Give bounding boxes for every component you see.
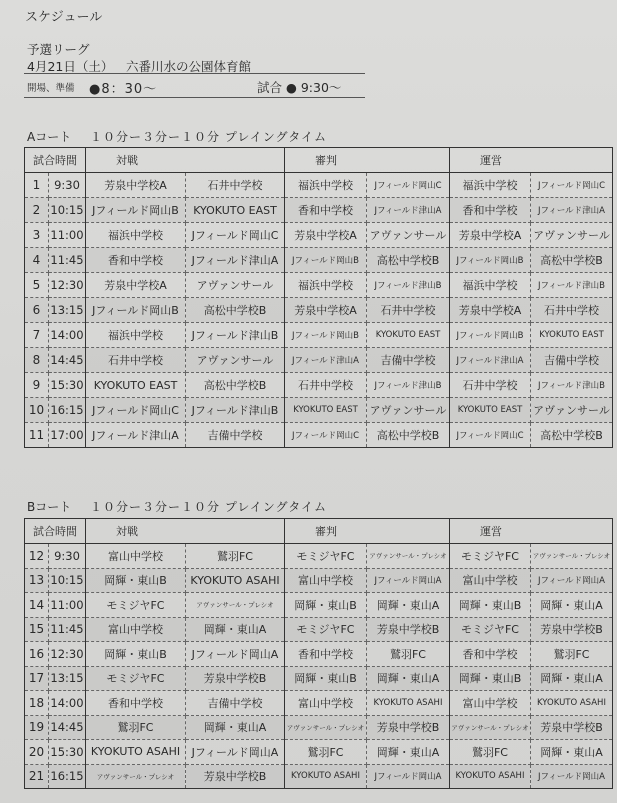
referee-2: 芳泉中学校B xyxy=(367,715,450,740)
operation-1: 香和中学校 xyxy=(450,198,531,223)
operation-2: アヴァンサール xyxy=(531,398,613,423)
team-2: 高松中学校B xyxy=(186,373,285,398)
match-number: 16 xyxy=(25,642,49,667)
referee-1: 鷲羽FC xyxy=(285,740,367,765)
match-number: 18 xyxy=(25,691,49,716)
team-1: 富山中学校 xyxy=(86,617,186,642)
operation-1: 石井中学校 xyxy=(450,373,531,398)
referee-1: 香和中学校 xyxy=(285,198,367,223)
match-time: 16:15 xyxy=(49,398,86,423)
table-row xyxy=(25,423,613,448)
divider xyxy=(24,97,365,98)
table-row xyxy=(25,298,613,323)
match-number: 11 xyxy=(25,423,49,448)
referee-2: 吉備中学校 xyxy=(367,348,450,373)
match-number: 8 xyxy=(25,348,49,373)
match-time: 11:45 xyxy=(49,617,86,642)
court-a-schedule-table xyxy=(24,147,613,448)
league-label: 予選リーグ xyxy=(27,42,90,57)
match-number: 9 xyxy=(25,373,49,398)
table-row xyxy=(25,373,613,398)
table-row xyxy=(25,398,613,423)
match-time: 12:30 xyxy=(49,273,86,298)
team-1: 石井中学校 xyxy=(86,348,186,373)
referee-2: Jフィールド津山B xyxy=(367,373,450,398)
referee-2: Jフィールド岡山A xyxy=(367,568,450,593)
table-row xyxy=(25,666,613,691)
referee-1: アヴァンサール・プレシオ xyxy=(285,715,367,740)
team-2: 芳泉中学校B xyxy=(186,764,285,789)
referee-2: 岡輝・東山A xyxy=(367,740,450,765)
column-header-referee: 審判 xyxy=(285,148,450,173)
table-row xyxy=(25,642,613,667)
column-header-time: 試合時間 xyxy=(25,519,86,544)
match-time: 11:45 xyxy=(49,248,86,273)
table-row xyxy=(25,593,613,618)
court-b-label: Bコート xyxy=(27,500,72,514)
team-2: 岡輝・東山A xyxy=(186,715,285,740)
team-2: アヴァンサール・プレシオ xyxy=(186,593,285,618)
team-2: Jフィールド岡山A xyxy=(186,740,285,765)
match-number: 3 xyxy=(25,223,49,248)
court-b-schedule-table xyxy=(24,518,613,789)
team-1: モミジヤFC xyxy=(86,593,186,618)
match-number: 7 xyxy=(25,323,49,348)
operation-1: 岡輝・東山B xyxy=(450,593,531,618)
page-title: スケジュール xyxy=(25,10,103,25)
referee-1: 岡輝・東山B xyxy=(285,666,367,691)
referee-1: Jフィールド岡山B xyxy=(285,323,367,348)
column-header-match: 対戦 xyxy=(86,519,285,544)
referee-2: 鷲羽FC xyxy=(367,642,450,667)
operation-2: Jフィールド岡山C xyxy=(531,173,613,198)
team-2: KYOKUTO EAST xyxy=(186,198,285,223)
referee-1: Jフィールド岡山C xyxy=(285,423,367,448)
team-1: 福浜中学校 xyxy=(86,223,186,248)
table-row xyxy=(25,764,613,789)
operation-1: 岡輝・東山B xyxy=(450,666,531,691)
operation-1: Jフィールド岡山B xyxy=(450,323,531,348)
team-1: Jフィールド岡山B xyxy=(86,298,186,323)
match-time: 10:15 xyxy=(49,198,86,223)
referee-2: 芳泉中学校B xyxy=(367,617,450,642)
referee-1: 富山中学校 xyxy=(285,568,367,593)
operation-1: Jフィールド岡山C xyxy=(450,423,531,448)
referee-1: 石井中学校 xyxy=(285,373,367,398)
operation-1: 芳泉中学校A xyxy=(450,298,531,323)
operation-1: 芳泉中学校A xyxy=(450,223,531,248)
table-row xyxy=(25,248,613,273)
team-1: 香和中学校 xyxy=(86,691,186,716)
referee-2: 石井中学校 xyxy=(367,298,450,323)
referee-1: Jフィールド津山A xyxy=(285,348,367,373)
operation-2: 芳泉中学校B xyxy=(531,617,613,642)
team-2: KYOKUTO ASAHI xyxy=(186,568,285,593)
team-1: Jフィールド岡山B xyxy=(86,198,186,223)
operation-2: 鷲羽FC xyxy=(531,642,613,667)
table-row xyxy=(25,715,613,740)
operation-1: 富山中学校 xyxy=(450,568,531,593)
operation-2: 高松中学校B xyxy=(531,248,613,273)
match-time: 10:15 xyxy=(49,568,86,593)
team-1: モミジヤFC xyxy=(86,666,186,691)
court-b-rule: １０分ー３分ー１０分 プレイングタイム xyxy=(90,500,328,514)
team-2: Jフィールド津山B xyxy=(186,398,285,423)
column-header-match: 対戦 xyxy=(86,148,285,173)
divider xyxy=(24,73,365,74)
open-label: 開場、準備 xyxy=(27,83,75,94)
referee-1: 富山中学校 xyxy=(285,691,367,716)
team-2: 鷲羽FC xyxy=(186,544,285,569)
table-row xyxy=(25,348,613,373)
match-number: 14 xyxy=(25,593,49,618)
team-2: Jフィールド岡山A xyxy=(186,642,285,667)
referee-2: Jフィールド津山A xyxy=(367,198,450,223)
team-1: 芳泉中学校A xyxy=(86,273,186,298)
match-number: 13 xyxy=(25,568,49,593)
match-time: 11:00 xyxy=(49,593,86,618)
referee-1: KYOKUTO EAST xyxy=(285,398,367,423)
referee-2: 高松中学校B xyxy=(367,423,450,448)
match-number: 6 xyxy=(25,298,49,323)
team-1: 福浜中学校 xyxy=(86,323,186,348)
referee-2: 岡輝・東山A xyxy=(367,593,450,618)
referee-2: Jフィールド岡山C xyxy=(367,173,450,198)
operation-2: KYOKUTO EAST xyxy=(531,323,613,348)
match-time: 14:45 xyxy=(49,715,86,740)
event-venue: 六番川水の公園体育館 xyxy=(126,59,252,74)
operation-1: KYOKUTO ASAHI xyxy=(450,764,531,789)
table-row xyxy=(25,273,613,298)
referee-1: 岡輝・東山B xyxy=(285,593,367,618)
team-1: 香和中学校 xyxy=(86,248,186,273)
match-number: 20 xyxy=(25,740,49,765)
table-row xyxy=(25,617,613,642)
referee-2: KYOKUTO ASAHI xyxy=(367,691,450,716)
table-row xyxy=(25,691,613,716)
match-number: 5 xyxy=(25,273,49,298)
match-time: 15:30 xyxy=(49,740,86,765)
team-1: KYOKUTO ASAHI xyxy=(86,740,186,765)
referee-2: KYOKUTO EAST xyxy=(367,323,450,348)
court-a-label: Aコート xyxy=(27,130,72,144)
operation-2: KYOKUTO ASAHI xyxy=(531,691,613,716)
referee-1: 芳泉中学校A xyxy=(285,223,367,248)
match-time: 14:45 xyxy=(49,348,86,373)
match-number: 4 xyxy=(25,248,49,273)
match-number: 15 xyxy=(25,617,49,642)
referee-1: 福浜中学校 xyxy=(285,173,367,198)
match-time: 13:15 xyxy=(49,666,86,691)
operation-2: 岡輝・東山A xyxy=(531,666,613,691)
operation-1: 鷲羽FC xyxy=(450,740,531,765)
match-time: 9:30 xyxy=(49,544,86,569)
team-2: 吉備中学校 xyxy=(186,691,285,716)
column-header-time: 試合時間 xyxy=(25,148,86,173)
team-2: 吉備中学校 xyxy=(186,423,285,448)
operation-1: Jフィールド津山A xyxy=(450,348,531,373)
column-header-operation: 運営 xyxy=(450,519,613,544)
operation-1: Jフィールド岡山B xyxy=(450,248,531,273)
match-number: 19 xyxy=(25,715,49,740)
operation-2: アヴァンサール・プレシオ xyxy=(531,544,613,569)
match-number: 21 xyxy=(25,764,49,789)
operation-2: アヴァンサール xyxy=(531,223,613,248)
match-start-time: 試合 ● 9:30～ xyxy=(257,80,342,95)
team-1: 岡輝・東山B xyxy=(86,642,186,667)
column-header-operation: 運営 xyxy=(450,148,613,173)
referee-2: Jフィールド津山B xyxy=(367,273,450,298)
match-time: 16:15 xyxy=(49,764,86,789)
operation-2: 高松中学校B xyxy=(531,423,613,448)
table-row xyxy=(25,323,613,348)
team-1: KYOKUTO EAST xyxy=(86,373,186,398)
match-time: 14:00 xyxy=(49,691,86,716)
operation-1: モミジヤFC xyxy=(450,544,531,569)
table-row xyxy=(25,173,613,198)
referee-1: 香和中学校 xyxy=(285,642,367,667)
team-1: アヴァンサール・プレシオ xyxy=(86,764,186,789)
match-time: 9:30 xyxy=(49,173,86,198)
operation-1: 富山中学校 xyxy=(450,691,531,716)
referee-1: KYOKUTO ASAHI xyxy=(285,764,367,789)
referee-2: アヴァンサール xyxy=(367,223,450,248)
match-number: 1 xyxy=(25,173,49,198)
match-number: 2 xyxy=(25,198,49,223)
team-1: 鷲羽FC xyxy=(86,715,186,740)
team-2: 高松中学校B xyxy=(186,298,285,323)
referee-2: 高松中学校B xyxy=(367,248,450,273)
referee-2: Jフィールド岡山A xyxy=(367,764,450,789)
team-1: 芳泉中学校A xyxy=(86,173,186,198)
team-2: Jフィールド津山A xyxy=(186,248,285,273)
operation-2: 芳泉中学校B xyxy=(531,715,613,740)
team-2: アヴァンサール xyxy=(186,348,285,373)
match-time: 12:30 xyxy=(49,642,86,667)
operation-2: 吉備中学校 xyxy=(531,348,613,373)
operation-1: 福浜中学校 xyxy=(450,173,531,198)
match-time: 11:00 xyxy=(49,223,86,248)
referee-2: 岡輝・東山A xyxy=(367,666,450,691)
open-time: ●8：30～ xyxy=(89,82,158,97)
table-row xyxy=(25,568,613,593)
table-row xyxy=(25,544,613,569)
referee-1: Jフィールド岡山B xyxy=(285,248,367,273)
referee-1: モミジヤFC xyxy=(285,544,367,569)
team-1: 富山中学校 xyxy=(86,544,186,569)
operation-2: Jフィールド津山A xyxy=(531,198,613,223)
operation-1: モミジヤFC xyxy=(450,617,531,642)
operation-2: 岡輝・東山A xyxy=(531,593,613,618)
team-2: 芳泉中学校B xyxy=(186,666,285,691)
operation-1: KYOKUTO EAST xyxy=(450,398,531,423)
operation-1: 福浜中学校 xyxy=(450,273,531,298)
team-2: 石井中学校 xyxy=(186,173,285,198)
referee-1: 福浜中学校 xyxy=(285,273,367,298)
match-number: 17 xyxy=(25,666,49,691)
operation-2: Jフィールド岡山A xyxy=(531,568,613,593)
team-2: 岡輝・東山A xyxy=(186,617,285,642)
team-1: Jフィールド津山A xyxy=(86,423,186,448)
table-row xyxy=(25,198,613,223)
team-1: Jフィールド岡山C xyxy=(86,398,186,423)
referee-2: アヴァンサール xyxy=(367,398,450,423)
match-time: 15:30 xyxy=(49,373,86,398)
operation-2: Jフィールド津山B xyxy=(531,273,613,298)
referee-2: アヴァンサール・プレシオ xyxy=(367,544,450,569)
referee-1: 芳泉中学校A xyxy=(285,298,367,323)
team-2: Jフィールド津山B xyxy=(186,323,285,348)
match-number: 10 xyxy=(25,398,49,423)
table-row xyxy=(25,740,613,765)
table-row xyxy=(25,223,613,248)
operation-1: 香和中学校 xyxy=(450,642,531,667)
match-number: 12 xyxy=(25,544,49,569)
court-a-rule: １０分ー３分ー１０分 プレイングタイム xyxy=(90,130,328,144)
team-2: アヴァンサール xyxy=(186,273,285,298)
match-time: 17:00 xyxy=(49,423,86,448)
operation-2: Jフィールド津山B xyxy=(531,373,613,398)
match-time: 13:15 xyxy=(49,298,86,323)
referee-1: モミジヤFC xyxy=(285,617,367,642)
operation-2: 石井中学校 xyxy=(531,298,613,323)
team-2: Jフィールド岡山C xyxy=(186,223,285,248)
column-header-referee: 審判 xyxy=(285,519,450,544)
team-1: 岡輝・東山B xyxy=(86,568,186,593)
operation-2: 岡輝・東山A xyxy=(531,740,613,765)
operation-2: Jフィールド岡山A xyxy=(531,764,613,789)
match-time: 14:00 xyxy=(49,323,86,348)
operation-1: アヴァンサール・プレシオ xyxy=(450,715,531,740)
event-date: 4月21日（土） xyxy=(27,59,114,74)
